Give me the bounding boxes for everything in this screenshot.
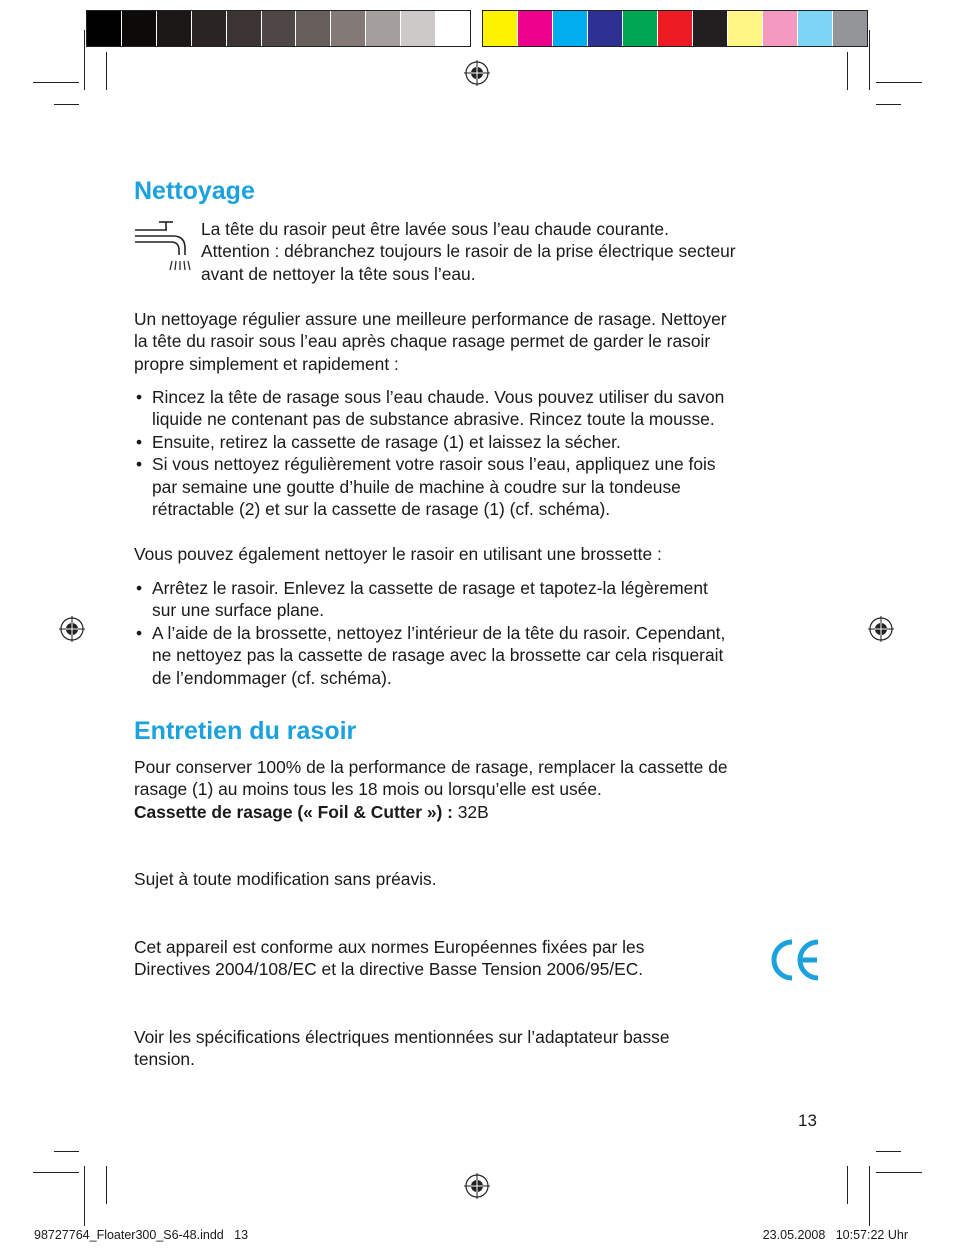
crop-mark — [84, 30, 85, 90]
paragraph-maintenance — [134, 756, 834, 823]
color-swatch — [763, 11, 798, 46]
crop-mark — [869, 30, 870, 90]
color-swatch — [728, 11, 763, 46]
color-swatch — [658, 11, 693, 46]
color-swatch — [483, 11, 518, 46]
page-number: 13 — [798, 1111, 817, 1130]
color-swatch — [122, 11, 157, 46]
crop-mark — [869, 1166, 870, 1226]
text-line: • Arrêtez le rasoir. Enlevez la cassette de rasage et tapotez-la légèrement — [152, 578, 708, 598]
text-line: Un nettoyage régulier assure une meilleure performance de rasage. Nettoyer — [134, 309, 727, 329]
section-title-nettoyage: Nettoyage — [134, 177, 255, 205]
color-swatch — [192, 11, 227, 46]
text-line: rasage (1) au moins tous les 18 mois ou lorsqu’elle est usée. — [134, 779, 602, 800]
part-number-line — [134, 801, 834, 823]
text-line: • Ensuite, retirez la cassette de rasage (1) et laissez la sécher. — [152, 431, 621, 452]
list-item — [134, 622, 834, 689]
intro-paragraph — [201, 218, 841, 285]
footer-filename: 98727764_Floater300_S6-48.indd 13 — [34, 1228, 249, 1242]
color-swatch — [798, 11, 833, 46]
crop-mark — [847, 1166, 848, 1204]
crop-mark — [876, 82, 922, 83]
specs-paragraph — [134, 1026, 834, 1071]
paragraph-brush: Vous pouvez également nettoyer le rasoir en utilisant une brossette : — [134, 544, 662, 564]
part-label: Cassette de rasage (« Foil & Cutter ») : — [134, 801, 453, 822]
text-line: par semaine une goutte d’huile de machine à coudre sur la tondeuse — [152, 476, 681, 497]
text-line: • Si vous nettoyez régulièrement votre rasoir sous l’eau, appliquez une fois — [152, 454, 716, 475]
color-swatch — [262, 11, 297, 46]
crop-mark — [106, 1166, 107, 1204]
color-swatch — [623, 11, 658, 46]
crop-mark — [106, 52, 107, 90]
color-swatch — [87, 11, 122, 46]
ce-mark-icon — [768, 937, 822, 983]
registration-mark-icon — [464, 60, 490, 86]
section-title-entretien: Entretien du rasoir — [134, 717, 357, 745]
crop-mark — [33, 82, 79, 83]
paragraph-regular-cleaning — [134, 308, 834, 375]
text-line: propre simplement et rapidement : — [134, 353, 399, 374]
color-swatch — [331, 11, 366, 46]
crop-mark — [847, 52, 848, 90]
crop-mark — [876, 104, 901, 105]
color-swatch — [436, 11, 470, 46]
text-line: de l’endommager (cf. schéma). — [152, 667, 392, 688]
color-swatch — [227, 11, 262, 46]
registration-mark-icon — [59, 616, 85, 642]
text-line: avant de nettoyer la tête sous l’eau. — [201, 263, 476, 284]
crop-mark — [876, 1172, 922, 1173]
color-swatch — [366, 11, 401, 46]
color-swatch — [518, 11, 553, 46]
text-line: Directives 2004/108/EC et la directive Basse Tension 2006/95/EC. — [134, 959, 644, 980]
text-line: Cet appareil est conforme aux normes Européennes fixées par les — [134, 937, 645, 957]
color-swatch — [157, 11, 192, 46]
footer-timestamp: 23.05.2008 10:57:22 Uhr — [762, 1228, 908, 1242]
color-swatch — [693, 11, 728, 46]
list-item — [134, 431, 834, 453]
text-line: tension. — [134, 1049, 195, 1070]
list-item — [134, 453, 834, 520]
crop-mark — [876, 1151, 901, 1152]
text-line: Voir les spécifications électriques mentionnées sur l’adaptateur basse — [134, 1027, 670, 1047]
list-item — [134, 577, 834, 622]
color-swatch — [296, 11, 331, 46]
text-line: La tête du rasoir peut être lavée sous l’eau chaude courante. — [201, 219, 669, 239]
color-swatch — [833, 11, 867, 46]
conformity-paragraph — [134, 936, 734, 981]
color-bar-process — [482, 10, 868, 47]
color-bar-grayscale — [86, 10, 471, 47]
crop-mark — [54, 1151, 79, 1152]
text-line: Attention : débranchez toujours le rasoir de la prise électrique secteur — [201, 241, 736, 262]
text-line: • Rincez la tête de rasage sous l’eau chaude. Vous pouvez utiliser du savon — [152, 387, 725, 407]
crop-mark — [33, 1172, 79, 1173]
text-line: • A l’aide de la brossette, nettoyez l’intérieur de la tête du rasoir. Cependant, — [152, 622, 726, 643]
text-line: la tête du rasoir sous l’eau après chaque rasage permet de garder le rasoir — [134, 331, 711, 352]
text-line: sur une surface plane. — [152, 600, 325, 621]
color-swatch — [553, 11, 588, 46]
text-line: Pour conserver 100% de la performance de rasage, remplacer la cassette de — [134, 757, 728, 777]
registration-mark-icon — [868, 616, 894, 642]
notice-text: Sujet à toute modification sans préavis. — [134, 869, 437, 889]
registration-mark-icon — [464, 1173, 490, 1199]
faucet-icon — [133, 220, 191, 274]
color-swatch — [588, 11, 623, 46]
part-value: 32B — [457, 801, 489, 822]
text-line: liquide ne contenant pas de substance abrasive. Rincez toute la mousse. — [152, 409, 715, 430]
color-swatch — [401, 11, 436, 46]
bullet-list-brush — [134, 577, 834, 689]
text-line: rétractable (2) et sur la cassette de rasage (1) (cf. schéma). — [152, 499, 611, 520]
bullet-list-rinse — [134, 386, 834, 520]
text-line: ne nettoyez pas la cassette de rasage avec la brossette car cela risquerait — [152, 645, 724, 666]
crop-mark — [84, 1166, 85, 1226]
crop-mark — [54, 104, 79, 105]
list-item — [134, 386, 834, 431]
